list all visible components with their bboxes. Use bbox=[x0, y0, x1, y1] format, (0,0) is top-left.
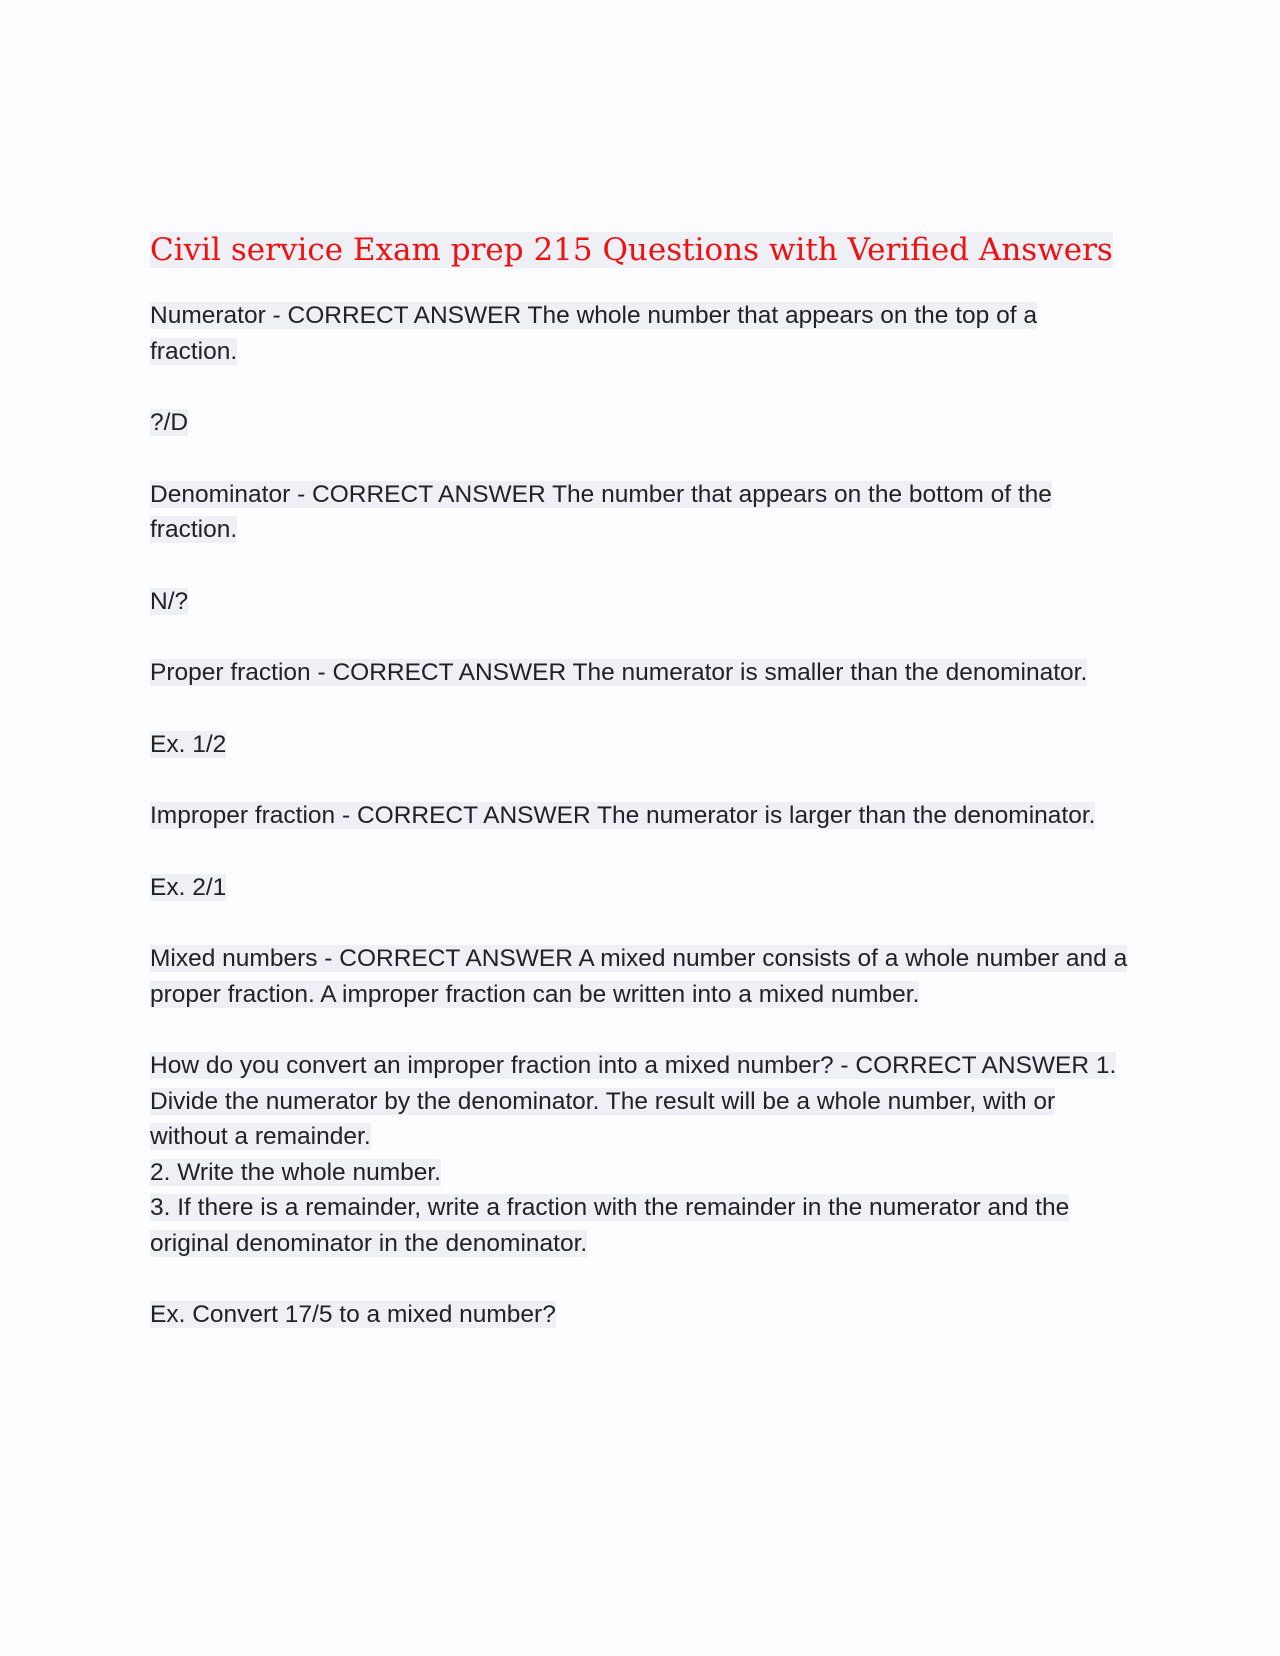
entry-text: Ex. 1/2 bbox=[150, 730, 227, 758]
entry-text: How do you convert an improper fraction into a mixed number? - CORRECT ANSWER 1. Divide the numerator by the denominator. The result will be a whole number, with or without a remainder. bbox=[150, 1052, 1117, 1150]
entry-text: Mixed numbers - CORRECT ANSWER A mixed number consists of a whole number and a proper fraction. A improper fraction can be written into a mixed number. bbox=[150, 945, 1128, 1008]
entry-improper-fraction-example bbox=[150, 870, 1130, 906]
entry-text: Numerator - CORRECT ANSWER The whole number that appears on the top of a fraction. bbox=[150, 302, 1037, 365]
entry-text: Denominator - CORRECT ANSWER The number that appears on the bottom of the fraction. bbox=[150, 480, 1052, 543]
entry-text: N/? bbox=[150, 587, 189, 615]
entry-text: Proper fraction - CORRECT ANSWER The numerator is smaller than the denominator. bbox=[150, 659, 1088, 686]
entry-numerator bbox=[150, 298, 1130, 369]
entry-text: ?/D bbox=[150, 409, 189, 436]
document-title bbox=[150, 228, 1130, 272]
entry-denominator-notation bbox=[150, 584, 1130, 620]
entry-proper-fraction-example bbox=[150, 727, 1130, 763]
entry-denominator bbox=[150, 477, 1130, 548]
document-title-text: Civil service Exam prep 215 Questions with Verified Answers bbox=[150, 232, 1113, 268]
document-page bbox=[150, 228, 1130, 1369]
entry-step-3: 3. If there is a remainder, write a fraction with the remainder in the numerator and the original denominator in the denominator. bbox=[150, 1194, 1070, 1257]
entry-step-2: 2. Write the whole number. bbox=[150, 1158, 441, 1186]
entry-convert-example bbox=[150, 1297, 1130, 1333]
entry-improper-fraction bbox=[150, 798, 1130, 834]
entry-convert-improper-fraction bbox=[150, 1048, 1130, 1261]
entry-text: Ex. 2/1 bbox=[150, 873, 227, 901]
entry-numerator-notation bbox=[150, 405, 1130, 441]
entry-proper-fraction bbox=[150, 655, 1130, 691]
entry-text: Ex. Convert 17/5 to a mixed number? bbox=[150, 1301, 556, 1328]
entry-text: Improper fraction - CORRECT ANSWER The numerator is larger than the denominator. bbox=[150, 802, 1096, 829]
entry-mixed-numbers bbox=[150, 941, 1130, 1012]
